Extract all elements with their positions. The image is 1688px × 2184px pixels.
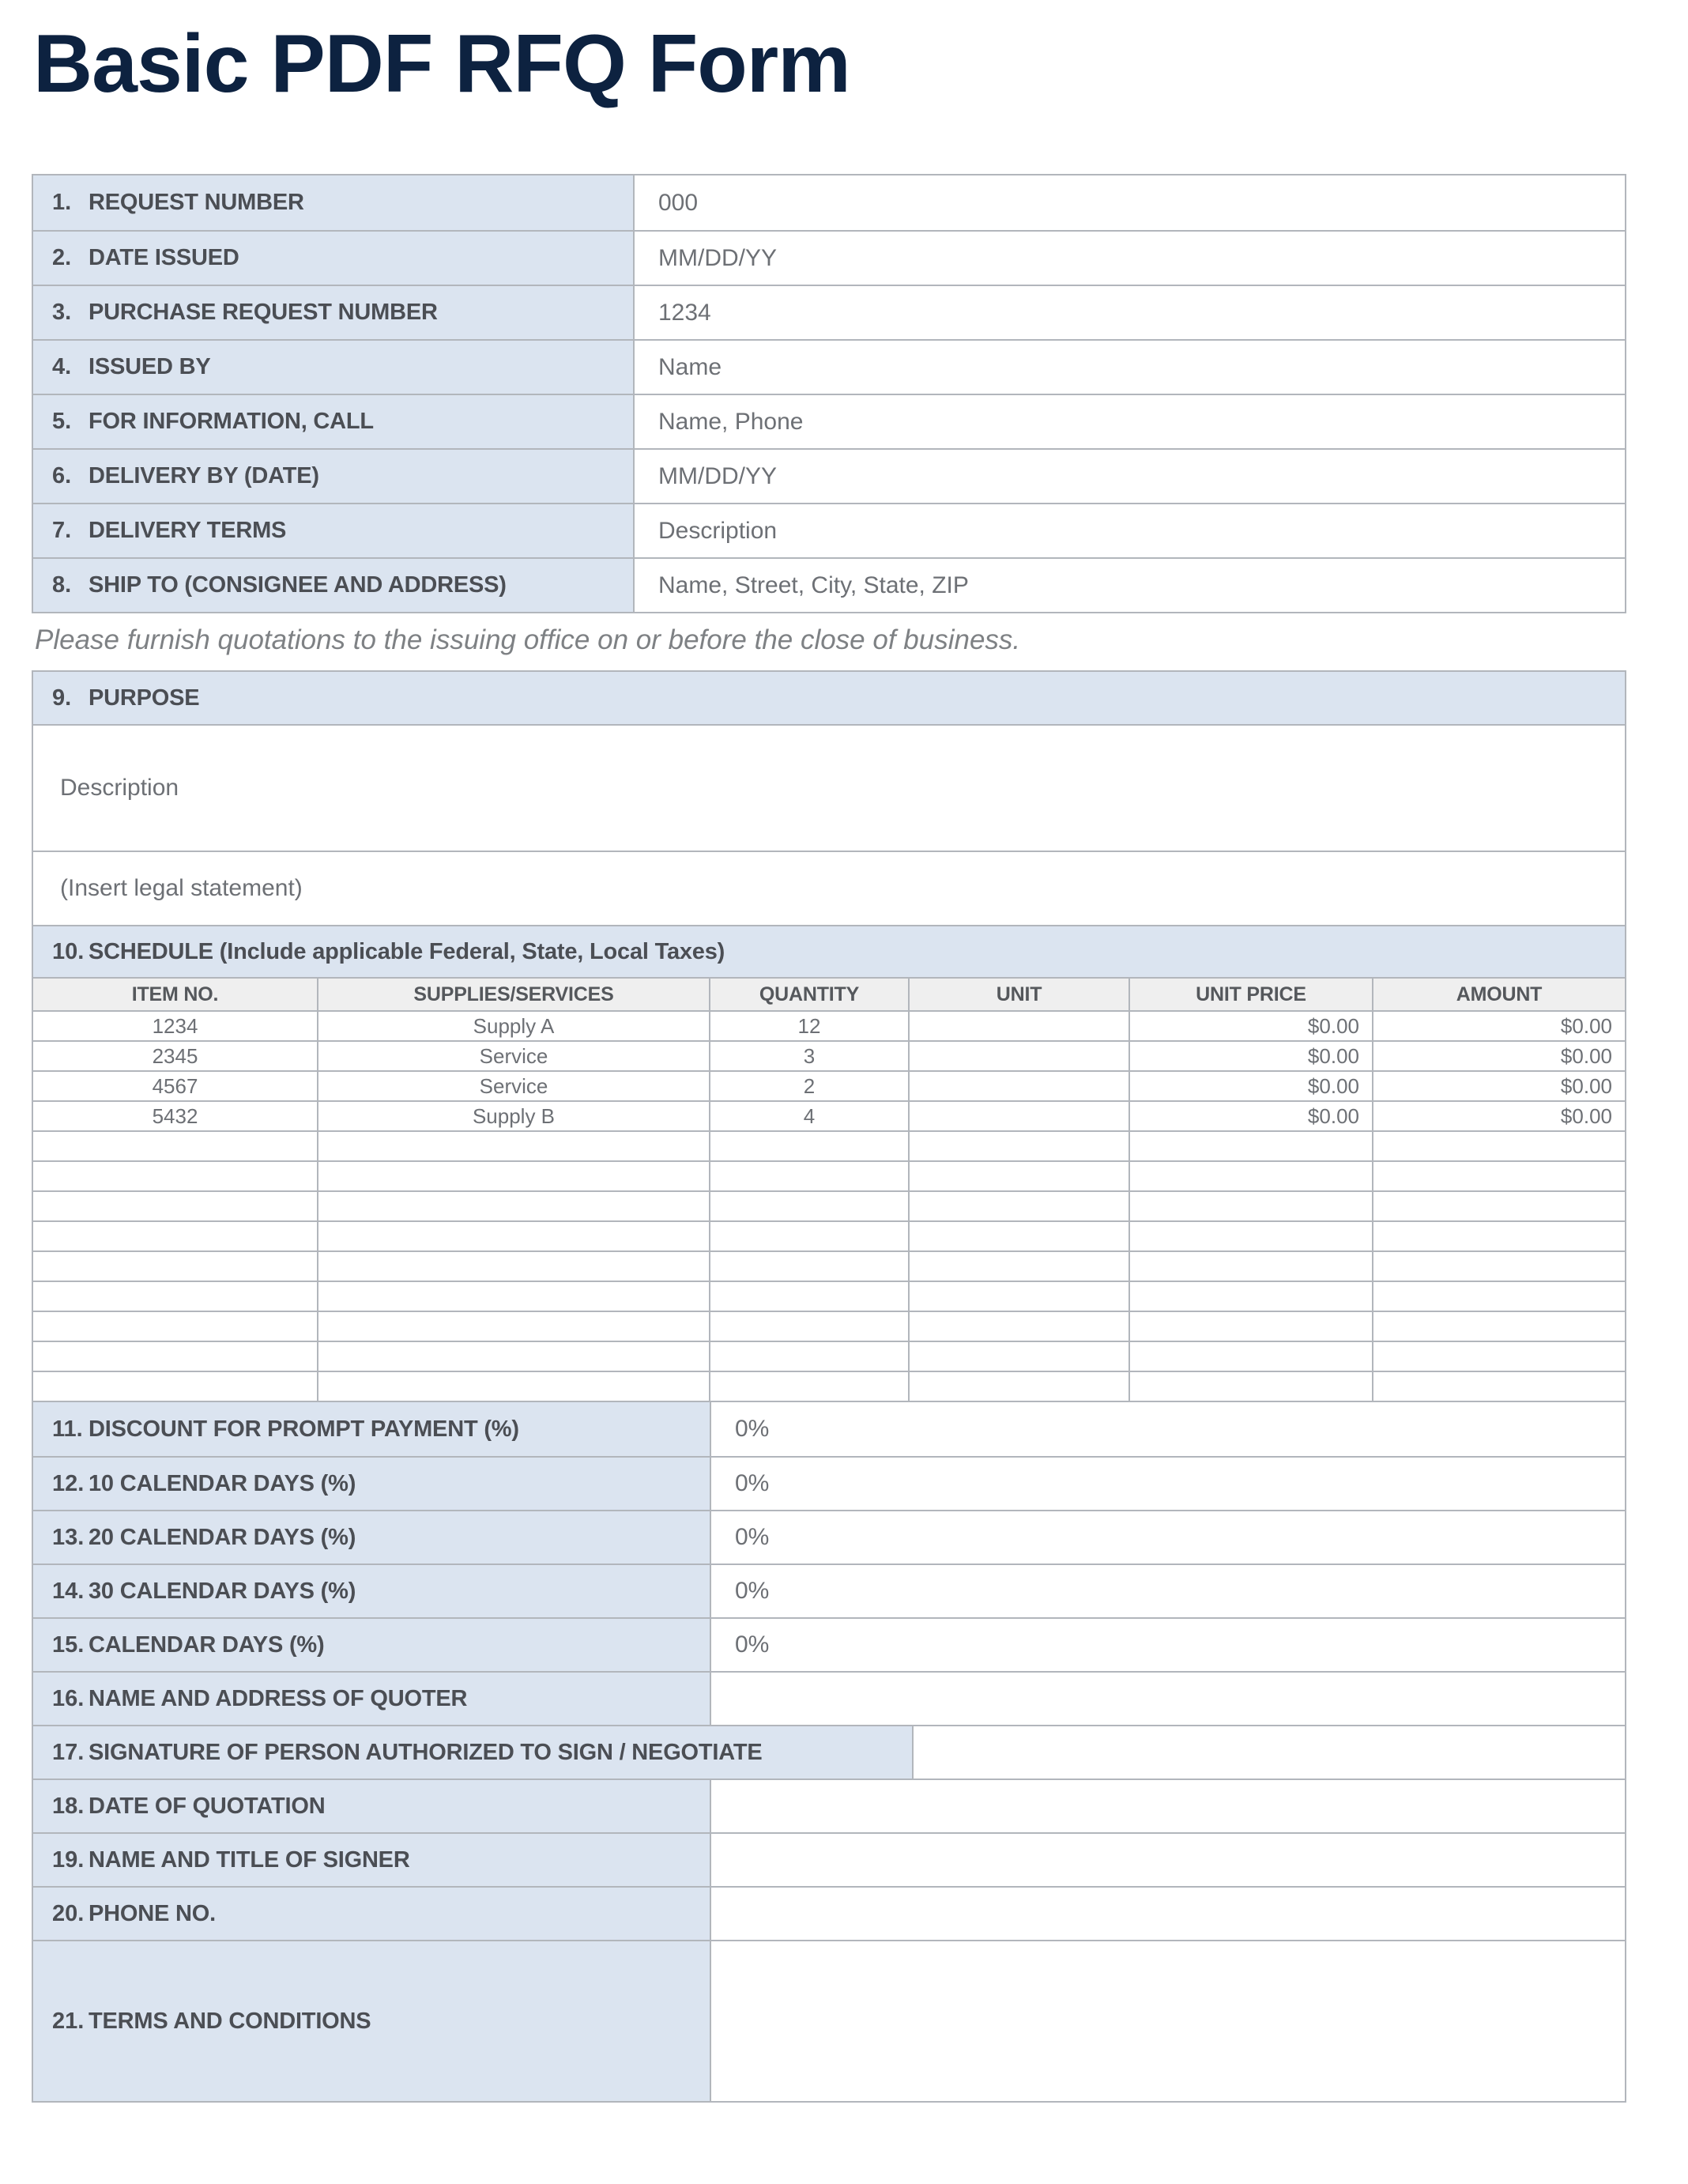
schedule-cell-unit_price[interactable]: $0.00 bbox=[1128, 1012, 1372, 1040]
row-number: 3. bbox=[52, 300, 72, 326]
schedule-empty-row bbox=[33, 1281, 1625, 1311]
schedule-empty-cell[interactable] bbox=[908, 1252, 1128, 1281]
schedule-empty-cell[interactable] bbox=[908, 1222, 1128, 1250]
schedule-empty-cell[interactable] bbox=[33, 1132, 317, 1160]
schedule-empty-cell[interactable] bbox=[317, 1252, 709, 1281]
detail-value-field[interactable]: 0% bbox=[710, 1402, 1625, 1456]
schedule-cell-supplies_services[interactable]: Service bbox=[317, 1042, 709, 1070]
schedule-column-header-row bbox=[33, 979, 1625, 1010]
schedule-empty-cell[interactable] bbox=[1128, 1282, 1372, 1311]
row-label: SCHEDULE (Include applicable Federal, State, Local Taxes) bbox=[89, 938, 725, 964]
schedule-column-header: UNIT bbox=[908, 979, 1128, 1010]
row-number: 18. bbox=[52, 1793, 85, 1819]
row-label: DELIVERY TERMS bbox=[89, 518, 287, 544]
schedule-empty-cell[interactable] bbox=[709, 1282, 908, 1311]
schedule-empty-cell[interactable] bbox=[33, 1312, 317, 1341]
detail-row bbox=[33, 1456, 1625, 1510]
schedule-empty-cell[interactable] bbox=[317, 1312, 709, 1341]
row-number: 1. bbox=[52, 190, 72, 216]
info-table bbox=[32, 174, 1626, 613]
form-row bbox=[33, 394, 1625, 448]
schedule-cell-quantity[interactable]: 3 bbox=[709, 1042, 908, 1070]
row-number: 20. bbox=[52, 1900, 85, 1926]
schedule-cell-item_no[interactable]: 5432 bbox=[33, 1102, 317, 1130]
row-value-field[interactable]: MM/DD/YY bbox=[633, 232, 1625, 285]
schedule-column-header: UNIT PRICE bbox=[1128, 979, 1372, 1010]
schedule-empty-cell[interactable] bbox=[33, 1282, 317, 1311]
detail-row bbox=[33, 1886, 1625, 1940]
row-label-cell bbox=[33, 1834, 710, 1886]
schedule-row bbox=[33, 1100, 1625, 1130]
detail-value-field[interactable]: 0% bbox=[710, 1511, 1625, 1564]
schedule-empty-row bbox=[33, 1220, 1625, 1250]
row-label: REQUEST NUMBER bbox=[89, 190, 304, 216]
row-number: 12. bbox=[52, 1470, 85, 1496]
schedule-empty-cell[interactable] bbox=[1372, 1282, 1625, 1311]
row-number: 17. bbox=[52, 1739, 85, 1765]
schedule-column-header: ITEM NO. bbox=[33, 979, 317, 1010]
row-label: DISCOUNT FOR PROMPT PAYMENT (%) bbox=[89, 1416, 519, 1442]
schedule-empty-cell[interactable] bbox=[1372, 1192, 1625, 1220]
row-label-cell bbox=[33, 1402, 710, 1456]
schedule-row bbox=[33, 1070, 1625, 1100]
form-row bbox=[33, 230, 1625, 285]
purpose-description-field[interactable]: Description bbox=[33, 726, 1625, 851]
schedule-cell-supplies_services[interactable]: Service bbox=[317, 1072, 709, 1100]
schedule-cell-quantity[interactable]: 2 bbox=[709, 1072, 908, 1100]
row-value-field[interactable]: 000 bbox=[633, 175, 1625, 230]
page-title: Basic PDF RFQ Form bbox=[33, 18, 850, 110]
schedule-cell-unit_price[interactable]: $0.00 bbox=[1128, 1102, 1372, 1130]
schedule-empty-row bbox=[33, 1190, 1625, 1220]
schedule-empty-cell[interactable] bbox=[908, 1192, 1128, 1220]
schedule-empty-cell[interactable] bbox=[33, 1372, 317, 1401]
schedule-empty-cell[interactable] bbox=[908, 1132, 1128, 1160]
row-number: 7. bbox=[52, 518, 72, 544]
purpose-legal-field[interactable]: (Insert legal statement) bbox=[33, 852, 1625, 925]
schedule-empty-cell[interactable] bbox=[317, 1372, 709, 1401]
row-label: DATE OF QUOTATION bbox=[89, 1793, 326, 1819]
schedule-empty-cell[interactable] bbox=[709, 1342, 908, 1371]
schedule-empty-cell[interactable] bbox=[1128, 1342, 1372, 1371]
row-label: 10 CALENDAR DAYS (%) bbox=[89, 1470, 356, 1496]
detail-row bbox=[33, 1671, 1625, 1725]
row-label-cell bbox=[33, 175, 633, 230]
detail-row bbox=[33, 1564, 1625, 1617]
schedule-cell-unit[interactable] bbox=[908, 1042, 1128, 1070]
row-number: 6. bbox=[52, 463, 72, 489]
schedule-cell-unit[interactable] bbox=[908, 1012, 1128, 1040]
row-value-field[interactable]: Name, Street, City, State, ZIP bbox=[633, 559, 1625, 612]
schedule-empty-row bbox=[33, 1371, 1625, 1401]
detail-row bbox=[33, 1940, 1625, 2101]
row-label-cell bbox=[33, 559, 633, 612]
schedule-empty-cell[interactable] bbox=[1372, 1222, 1625, 1250]
schedule-cell-unit[interactable] bbox=[908, 1072, 1128, 1100]
schedule-cell-amount[interactable]: $0.00 bbox=[1372, 1102, 1625, 1130]
form-row bbox=[33, 285, 1625, 339]
purpose-section bbox=[32, 670, 1626, 979]
purpose-legal-row bbox=[33, 851, 1625, 925]
row-label-cell bbox=[33, 1458, 710, 1510]
row-label-cell bbox=[33, 504, 633, 557]
detail-table bbox=[32, 1401, 1626, 2103]
schedule-empty-cell[interactable] bbox=[33, 1162, 317, 1190]
schedule-empty-cell[interactable] bbox=[317, 1162, 709, 1190]
schedule-header-row bbox=[33, 925, 1625, 977]
schedule-empty-cell[interactable] bbox=[1372, 1312, 1625, 1341]
schedule-cell-unit_price[interactable]: $0.00 bbox=[1128, 1042, 1372, 1070]
row-label: NAME AND ADDRESS OF QUOTER bbox=[89, 1685, 468, 1711]
row-label-cell bbox=[33, 1726, 912, 1779]
row-label: NAME AND TITLE OF SIGNER bbox=[89, 1846, 410, 1873]
detail-value-field[interactable]: 0% bbox=[710, 1458, 1625, 1510]
row-label-cell bbox=[33, 286, 633, 339]
schedule-table bbox=[32, 977, 1626, 1402]
row-label: 20 CALENDAR DAYS (%) bbox=[89, 1524, 356, 1550]
schedule-empty-row bbox=[33, 1311, 1625, 1341]
row-number: 11. bbox=[52, 1416, 83, 1442]
detail-row bbox=[33, 1779, 1625, 1832]
row-label: DELIVERY BY (DATE) bbox=[89, 463, 319, 489]
detail-value-field[interactable] bbox=[710, 1888, 1625, 1940]
schedule-cell-item_no[interactable]: 4567 bbox=[33, 1072, 317, 1100]
schedule-empty-cell[interactable] bbox=[1372, 1132, 1625, 1160]
schedule-empty-row bbox=[33, 1130, 1625, 1160]
row-label: DATE ISSUED bbox=[89, 245, 239, 271]
detail-value-field[interactable]: 0% bbox=[710, 1619, 1625, 1671]
row-label: PHONE NO. bbox=[89, 1900, 216, 1926]
schedule-empty-cell[interactable] bbox=[709, 1162, 908, 1190]
schedule-cell-unit[interactable] bbox=[908, 1102, 1128, 1130]
row-label: 30 CALENDAR DAYS (%) bbox=[89, 1578, 356, 1604]
schedule-empty-cell[interactable] bbox=[908, 1282, 1128, 1311]
schedule-cell-item_no[interactable]: 1234 bbox=[33, 1012, 317, 1040]
schedule-empty-row bbox=[33, 1341, 1625, 1371]
row-label: PURCHASE REQUEST NUMBER bbox=[89, 300, 438, 326]
row-label-cell bbox=[33, 232, 633, 285]
detail-value-field[interactable] bbox=[710, 1834, 1625, 1886]
form-row bbox=[33, 557, 1625, 612]
schedule-empty-cell[interactable] bbox=[1372, 1162, 1625, 1190]
detail-row bbox=[33, 1725, 1625, 1779]
schedule-cell-supplies_services[interactable]: Supply A bbox=[317, 1012, 709, 1040]
schedule-empty-cell[interactable] bbox=[709, 1252, 908, 1281]
rfq-form-page bbox=[0, 18, 1688, 2184]
row-label-cell bbox=[33, 1619, 710, 1671]
schedule-empty-cell[interactable] bbox=[709, 1132, 908, 1160]
schedule-empty-cell[interactable] bbox=[317, 1192, 709, 1220]
schedule-label-cell bbox=[33, 926, 1625, 977]
schedule-empty-cell[interactable] bbox=[1128, 1252, 1372, 1281]
schedule-empty-cell[interactable] bbox=[1372, 1252, 1625, 1281]
schedule-cell-supplies_services[interactable]: Supply B bbox=[317, 1102, 709, 1130]
purpose-header-row bbox=[33, 672, 1625, 724]
schedule-empty-cell[interactable] bbox=[709, 1372, 908, 1401]
row-label-cell bbox=[33, 1941, 710, 2101]
schedule-empty-cell[interactable] bbox=[709, 1222, 908, 1250]
schedule-empty-cell[interactable] bbox=[1128, 1372, 1372, 1401]
schedule-column-header: AMOUNT bbox=[1372, 979, 1625, 1010]
schedule-cell-quantity[interactable]: 4 bbox=[709, 1102, 908, 1130]
schedule-empty-cell[interactable] bbox=[908, 1342, 1128, 1371]
schedule-empty-cell[interactable] bbox=[33, 1192, 317, 1220]
schedule-empty-cell[interactable] bbox=[908, 1312, 1128, 1341]
row-number: 16. bbox=[52, 1685, 85, 1711]
schedule-empty-cell[interactable] bbox=[1128, 1312, 1372, 1341]
detail-value-field[interactable] bbox=[710, 1941, 1625, 2101]
schedule-cell-amount[interactable]: $0.00 bbox=[1372, 1042, 1625, 1070]
schedule-cell-unit_price[interactable]: $0.00 bbox=[1128, 1072, 1372, 1100]
form-row bbox=[33, 339, 1625, 394]
row-label: ISSUED BY bbox=[89, 354, 211, 380]
row-label-cell bbox=[33, 450, 633, 503]
row-label: PURPOSE bbox=[89, 685, 200, 711]
row-label-cell bbox=[33, 341, 633, 394]
schedule-cell-amount[interactable]: $0.00 bbox=[1372, 1012, 1625, 1040]
schedule-cell-amount[interactable]: $0.00 bbox=[1372, 1072, 1625, 1100]
row-label-cell bbox=[33, 1511, 710, 1564]
purpose-label-cell bbox=[33, 672, 1625, 724]
row-label: CALENDAR DAYS (%) bbox=[89, 1631, 325, 1658]
schedule-empty-cell[interactable] bbox=[33, 1222, 317, 1250]
schedule-empty-cell[interactable] bbox=[317, 1222, 709, 1250]
row-label: SHIP TO (CONSIGNEE AND ADDRESS) bbox=[89, 572, 507, 598]
schedule-empty-cell[interactable] bbox=[317, 1282, 709, 1311]
row-value-field[interactable]: MM/DD/YY bbox=[633, 450, 1625, 503]
schedule-column-header: QUANTITY bbox=[709, 979, 908, 1010]
row-number: 8. bbox=[52, 572, 72, 598]
schedule-row bbox=[33, 1010, 1625, 1040]
quotation-note: Please furnish quotations to the issuing office on or before the close of business. bbox=[35, 624, 1021, 656]
row-number: 13. bbox=[52, 1524, 85, 1550]
row-number: 14. bbox=[52, 1578, 85, 1604]
schedule-cell-quantity[interactable]: 12 bbox=[709, 1012, 908, 1040]
row-label-cell bbox=[33, 1673, 710, 1725]
row-number: 5. bbox=[52, 409, 72, 435]
schedule-column-header: SUPPLIES/SERVICES bbox=[317, 979, 709, 1010]
row-label-cell bbox=[33, 1780, 710, 1832]
purpose-description-row bbox=[33, 724, 1625, 851]
schedule-empty-row bbox=[33, 1250, 1625, 1281]
detail-value-field[interactable]: 0% bbox=[710, 1565, 1625, 1617]
row-value-field[interactable]: Name bbox=[633, 341, 1625, 394]
form-row bbox=[33, 503, 1625, 557]
schedule-empty-cell[interactable] bbox=[1128, 1222, 1372, 1250]
schedule-empty-cell[interactable] bbox=[1128, 1192, 1372, 1220]
row-number: 9. bbox=[52, 685, 72, 711]
row-number: 21. bbox=[52, 2008, 85, 2034]
detail-value-field[interactable] bbox=[912, 1726, 1625, 1779]
schedule-empty-row bbox=[33, 1160, 1625, 1190]
schedule-empty-cell[interactable] bbox=[908, 1372, 1128, 1401]
schedule-empty-cell[interactable] bbox=[317, 1132, 709, 1160]
detail-row bbox=[33, 1832, 1625, 1886]
schedule-empty-cell[interactable] bbox=[908, 1162, 1128, 1190]
schedule-empty-cell[interactable] bbox=[1128, 1132, 1372, 1160]
schedule-empty-cell[interactable] bbox=[317, 1342, 709, 1371]
row-value-field[interactable]: 1234 bbox=[633, 286, 1625, 339]
schedule-row bbox=[33, 1040, 1625, 1070]
schedule-empty-cell[interactable] bbox=[709, 1192, 908, 1220]
detail-value-field[interactable] bbox=[710, 1673, 1625, 1725]
row-label-cell bbox=[33, 395, 633, 448]
schedule-empty-cell[interactable] bbox=[1372, 1372, 1625, 1401]
form-row bbox=[33, 175, 1625, 230]
row-number: 2. bbox=[52, 245, 72, 271]
schedule-empty-cell[interactable] bbox=[1128, 1162, 1372, 1190]
detail-row bbox=[33, 1510, 1625, 1564]
schedule-empty-cell[interactable] bbox=[1372, 1342, 1625, 1371]
form-row bbox=[33, 448, 1625, 503]
row-number: 19. bbox=[52, 1846, 85, 1873]
schedule-empty-cell[interactable] bbox=[33, 1342, 317, 1371]
row-label: SIGNATURE OF PERSON AUTHORIZED TO SIGN / NEGOTIATE bbox=[89, 1739, 763, 1765]
row-value-field[interactable]: Name, Phone bbox=[633, 395, 1625, 448]
row-number: 4. bbox=[52, 354, 72, 380]
schedule-empty-cell[interactable] bbox=[709, 1312, 908, 1341]
row-number: 10. bbox=[52, 938, 85, 964]
row-value-field[interactable]: Description bbox=[633, 504, 1625, 557]
row-label: TERMS AND CONDITIONS bbox=[89, 2008, 371, 2034]
row-label-cell bbox=[33, 1565, 710, 1617]
row-label-cell bbox=[33, 1888, 710, 1940]
schedule-empty-cell[interactable] bbox=[33, 1252, 317, 1281]
row-label: FOR INFORMATION, CALL bbox=[89, 409, 374, 435]
detail-row bbox=[33, 1402, 1625, 1456]
detail-row bbox=[33, 1617, 1625, 1671]
schedule-cell-item_no[interactable]: 2345 bbox=[33, 1042, 317, 1070]
detail-value-field[interactable] bbox=[710, 1780, 1625, 1832]
row-number: 15. bbox=[52, 1631, 85, 1658]
